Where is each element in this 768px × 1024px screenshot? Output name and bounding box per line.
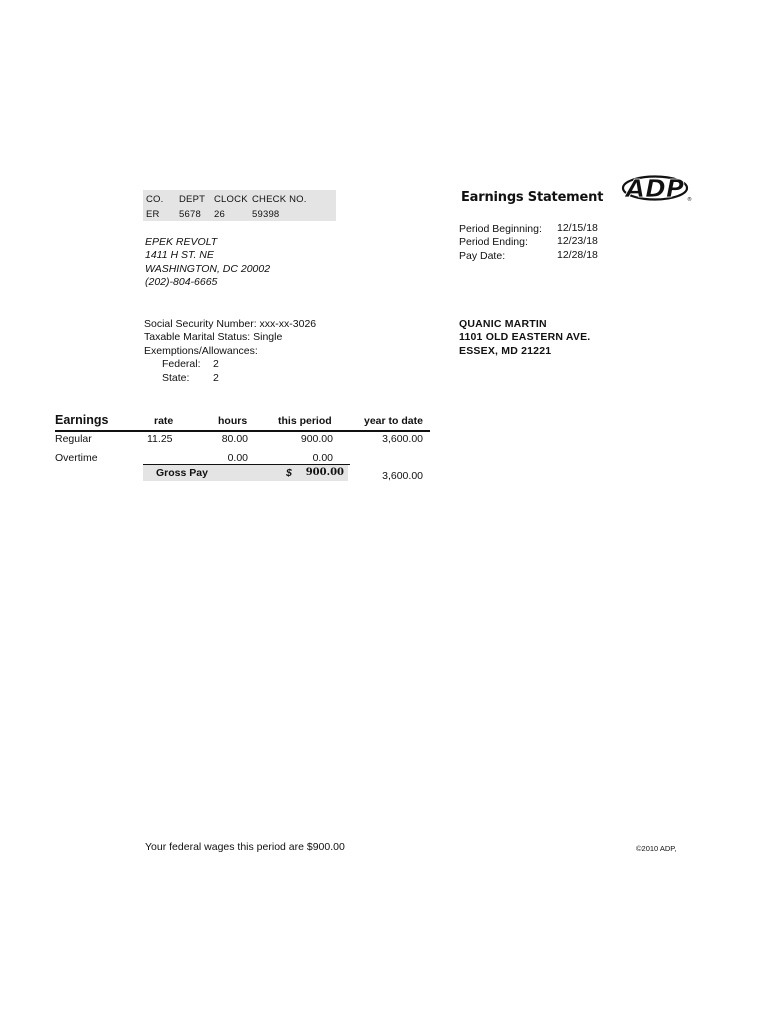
dept-header: DEPT	[179, 194, 206, 205]
co-header: CO.	[146, 194, 164, 205]
regular-ytd: 3,600.00	[382, 433, 423, 445]
company-phone: (202)-804-6665	[145, 276, 218, 288]
overtime-hours: 0.00	[227, 452, 248, 464]
check-no-header: CHECK NO.	[252, 194, 307, 205]
employee-street: 1101 OLD EASTERN AVE.	[459, 331, 591, 343]
gross-pay-ytd: 3,600.00	[382, 470, 423, 482]
company-city: WASHINGTON, DC 20002	[145, 263, 271, 275]
company-street: 1411 H ST. NE	[145, 249, 214, 261]
page-title: Earnings Statement	[461, 190, 604, 205]
ssn-line: Social Security Number: xxx-xx-3026	[144, 318, 317, 330]
marital-status-line: Taxable Marital Status: Single	[144, 331, 283, 343]
exemptions-label: Exemptions/Allowances:	[144, 345, 258, 357]
adp-logo	[617, 173, 695, 203]
federal-label: Federal:	[162, 358, 201, 370]
regular-row-label: Regular	[55, 433, 92, 445]
pay-date-label: Pay Date:	[459, 250, 506, 262]
state-label: State:	[162, 372, 190, 384]
employer-code-block	[143, 190, 336, 221]
earnings-header-rule	[55, 430, 430, 432]
federal-wages-message: Your federal wages this period are $900.00	[145, 841, 345, 853]
adp-logo-icon	[617, 173, 695, 203]
gross-pay-currency: $	[286, 467, 292, 479]
check-no-value: 59398	[252, 209, 280, 220]
clock-value: 26	[214, 209, 225, 220]
this-period-column-header: this period	[278, 415, 332, 427]
period-ending-value: 12/23/18	[557, 235, 598, 247]
regular-this-period: 900.00	[300, 433, 333, 445]
copyright-notice: ©2010 ADP,	[636, 844, 677, 853]
rate-column-header: rate	[154, 415, 174, 427]
pay-date-value: 12/28/18	[557, 249, 598, 261]
co-value: ER	[146, 209, 160, 220]
federal-value: 2	[213, 358, 219, 370]
hours-column-header: hours	[218, 415, 248, 427]
earnings-title: Earnings	[55, 413, 109, 427]
regular-hours: 80.00	[221, 433, 248, 445]
employee-city: ESSEX, MD 21221	[459, 345, 552, 357]
gross-pay-label: Gross Pay	[156, 467, 208, 479]
overtime-row-label: Overtime	[55, 452, 98, 464]
employee-name: QUANIC MARTIN	[459, 318, 547, 330]
period-beginning-label: Period Beginning:	[459, 223, 542, 235]
overtime-this-period: 0.00	[312, 452, 333, 464]
ytd-column-header: year to date	[364, 415, 423, 427]
period-beginning-value: 12/15/18	[557, 222, 598, 234]
clock-header: CLOCK	[214, 194, 248, 205]
state-value: 2	[213, 372, 219, 384]
period-ending-label: Period Ending:	[459, 236, 528, 248]
regular-rate: 11.25	[147, 433, 173, 445]
adp-logo-text: ADP	[625, 174, 685, 203]
adp-logo-registered: ®	[687, 197, 692, 203]
gross-pay-this-period: 900.00	[305, 467, 344, 478]
dept-value: 5678	[179, 209, 201, 220]
company-name: EPEK REVOLT	[145, 236, 218, 248]
